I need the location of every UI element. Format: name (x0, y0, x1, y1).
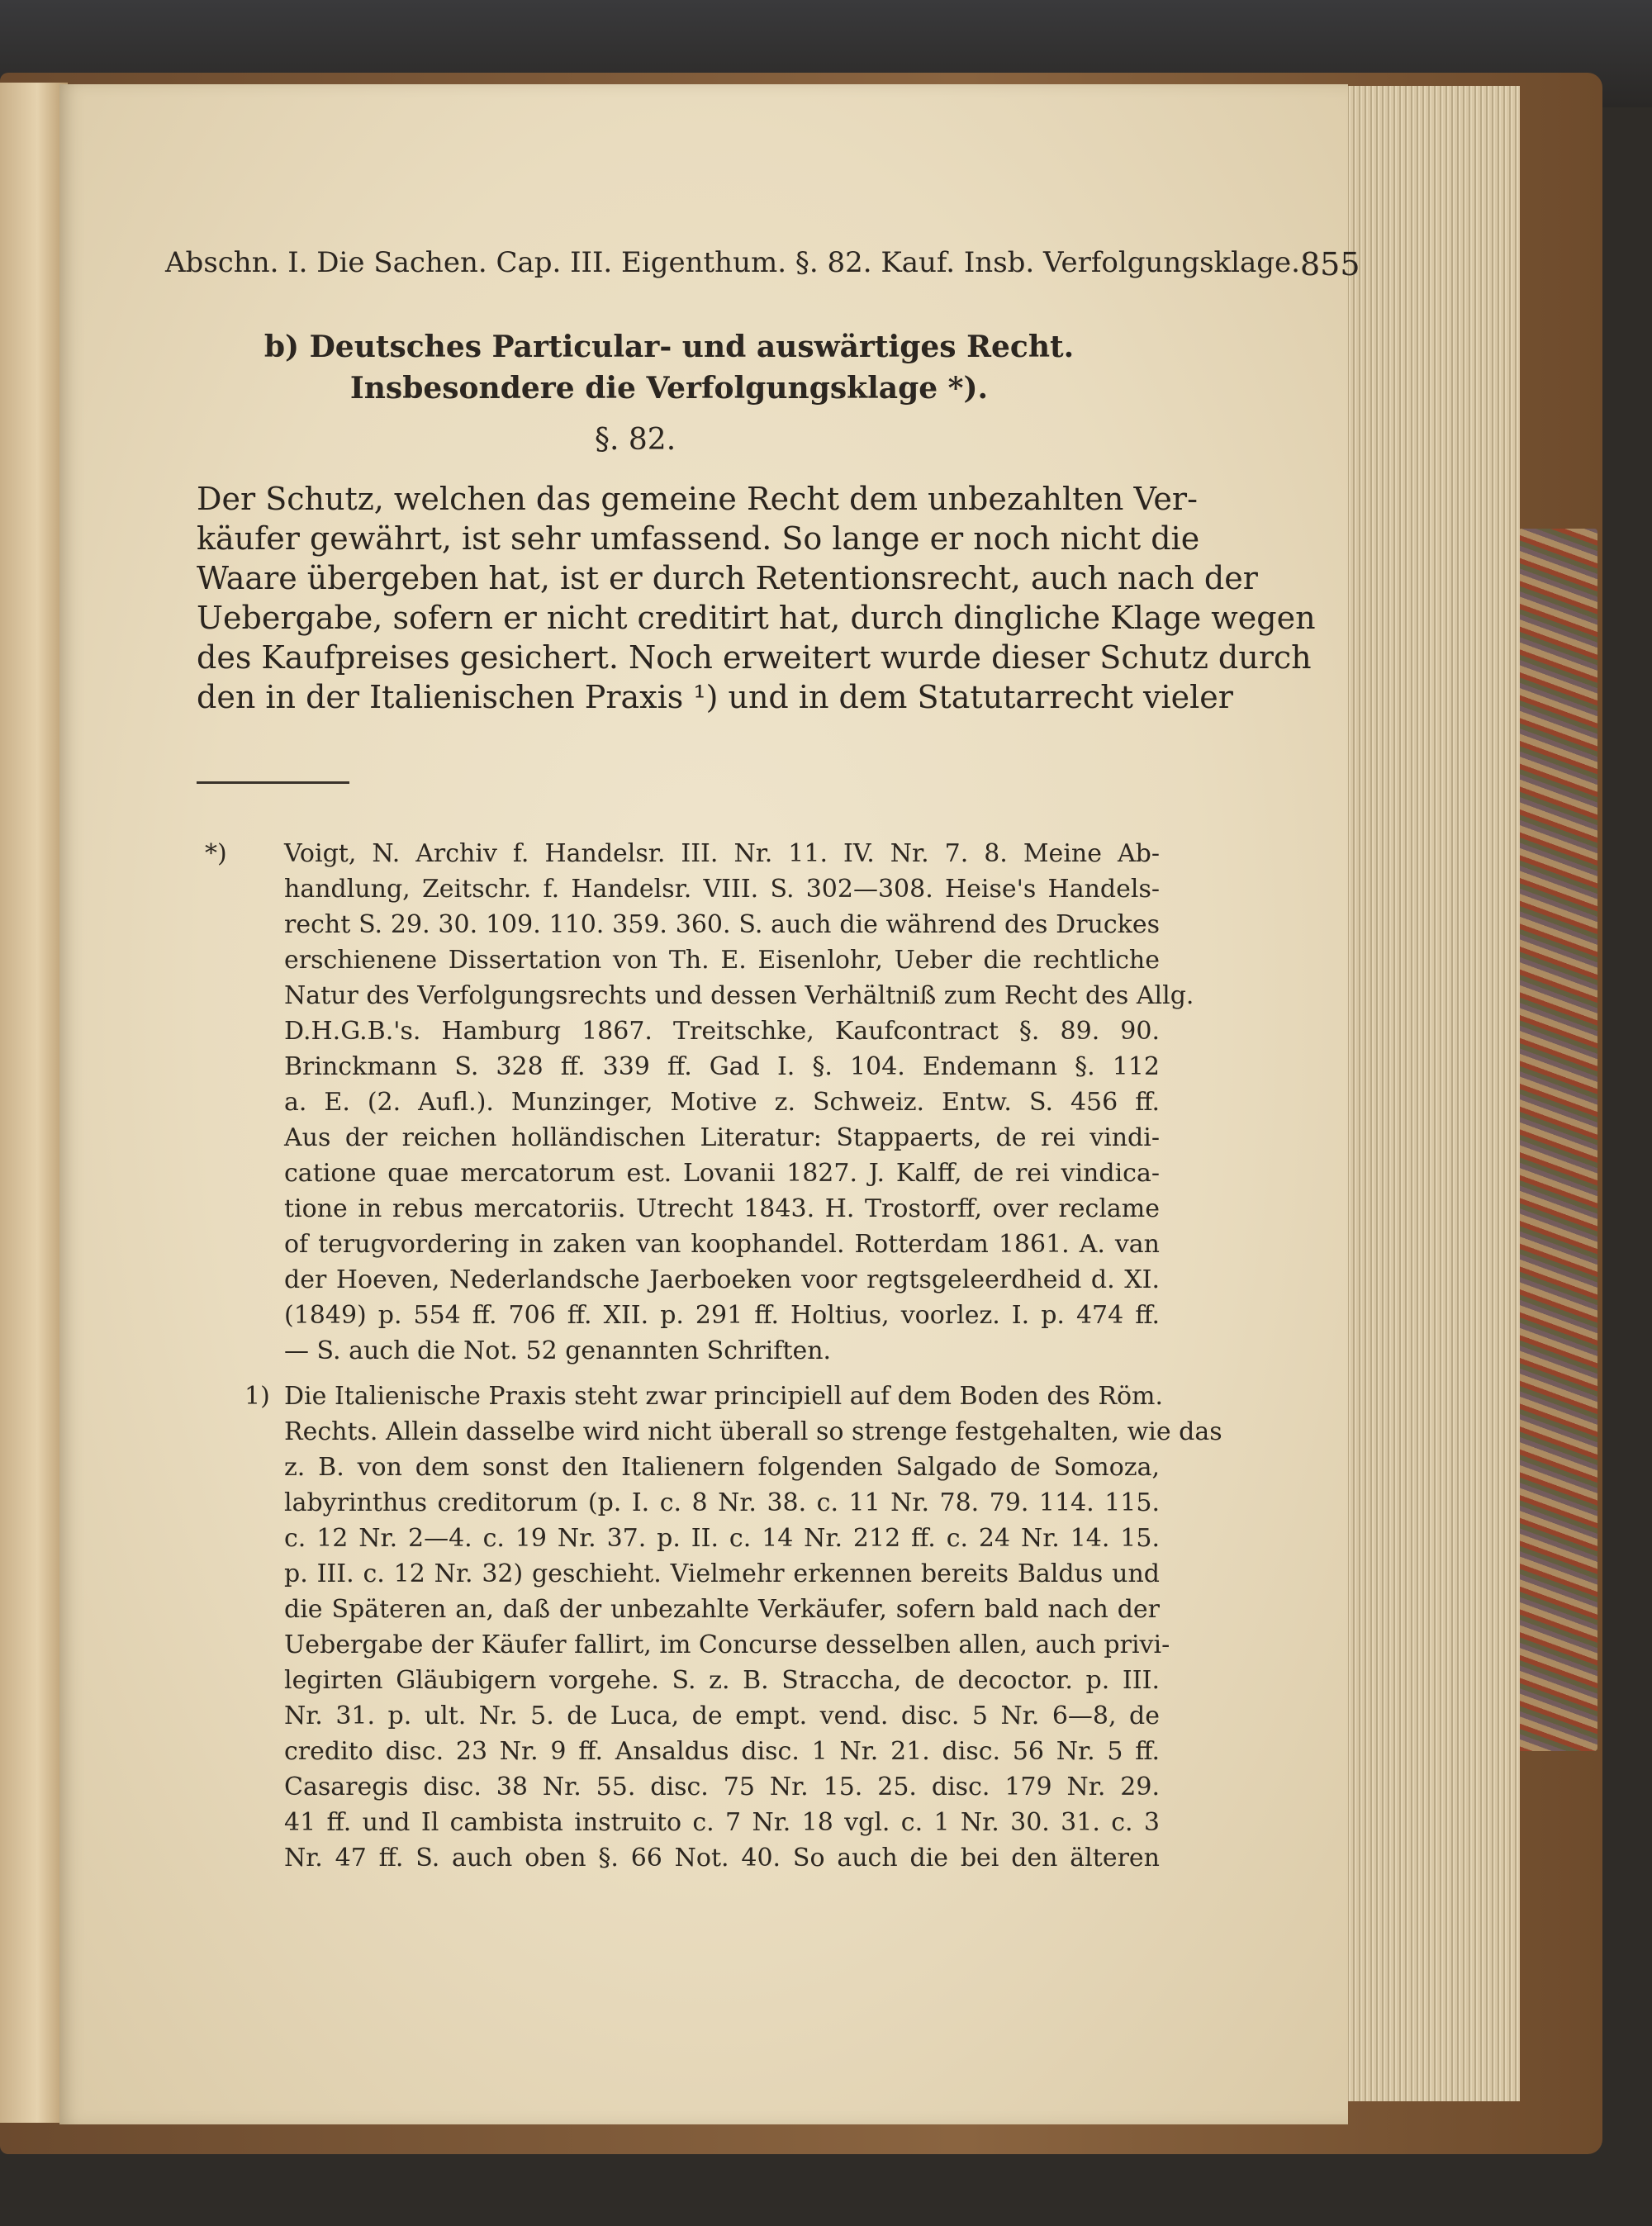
footnote-line: labyrinthus creditorum (p. I. c. 8 Nr. 38. c. 11 Nr. 78. 79. 114. 115. (284, 1488, 1160, 1517)
footnote-line: Aus der reichen holländischen Literatur: Stappaerts, de rei vindi- (284, 1123, 1160, 1152)
footnote-line: Voigt, N. Archiv f. Handelsr. III. Nr. 11. IV. Nr. 7. 8. Meine Ab- (284, 839, 1160, 868)
footnote-line: z. B. von dem sonst den Italienern folgenden Salgado de Somoza, (284, 1453, 1160, 1482)
section-number: §. 82. (595, 423, 676, 457)
footnote-marker: 1) (244, 1382, 270, 1411)
running-head-title: Abschn. I. Die Sachen. Cap. III. Eigenthum. §. 82. Kauf. Insb. Verfolgungsklage. (165, 246, 1300, 279)
footnote-line: Nr. 47 ff. S. auch oben §. 66 Not. 40. So auch die bei den älteren (284, 1844, 1160, 1872)
page-block-edges (1322, 86, 1520, 2101)
body-line: käufer gewährt, ist sehr umfassend. So lange er noch nicht die (197, 520, 1200, 557)
running-head (165, 246, 1360, 282)
footnote-line: handlung, Zeitschr. f. Handelsr. VIII. S. 302—308. Heise's Handels- (284, 875, 1160, 904)
footnote-line: — S. auch die Not. 52 genannten Schriften. (284, 1336, 832, 1365)
left-page-edge (0, 83, 68, 2123)
footnote-line: c. 12 Nr. 2—4. c. 19 Nr. 37. p. II. c. 14 Nr. 212 ff. c. 24 Nr. 14. 15. (284, 1524, 1160, 1553)
footnote-line: Die Italienische Praxis steht zwar principiell auf dem Boden des Röm. (284, 1382, 1163, 1411)
footnote-line: legirten Gläubigern vorgehe. S. z. B. Straccha, de decoctor. p. III. (284, 1666, 1160, 1695)
footnote-line: der Hoeven, Nederlandsche Jaerboeken voor regtsgeleerdheid d. XI. (284, 1265, 1160, 1294)
footnote-line: a. E. (2. Aufl.). Munzinger, Motive z. Schweiz. Entw. S. 456 ff. (284, 1088, 1160, 1117)
footnote-rule (197, 781, 349, 784)
body-line: Waare übergeben hat, ist er durch Retentionsrecht, auch nach der (197, 560, 1258, 596)
body-line: des Kaufpreises gesichert. Noch erweitert wurde dieser Schutz durch (197, 639, 1312, 676)
footnote-line: die Späteren an, daß der unbezahlte Verkäufer, sofern bald nach der (284, 1595, 1160, 1624)
page-number: 855 (1299, 246, 1360, 282)
footnote-line: Natur des Verfolgungsrechts und dessen Verhältniß zum Recht des Allg. (284, 981, 1194, 1010)
footnote-line: of terugvordering in zaken van koophandel. Rotterdam 1861. A. van (284, 1230, 1160, 1259)
footnote-line: 41 ff. und Il cambista instruito c. 7 Nr. 18 vgl. c. 1 Nr. 30. 31. c. 3 (284, 1808, 1160, 1837)
footnote-line: tione in rebus mercatoriis. Utrecht 1843. H. Trostorff, over reclame (284, 1194, 1160, 1223)
footnote-line: credito disc. 23 Nr. 9 ff. Ansaldus disc. 1 Nr. 21. disc. 56 Nr. 5 ff. (284, 1737, 1160, 1766)
section-heading: b) Deutsches Particular- und auswärtiges Recht. Insbesondere die Verfolgungsklage *). (263, 330, 1075, 406)
body-line: Uebergabe, sofern er nicht creditirt hat, durch dingliche Klage wegen (197, 600, 1316, 636)
body-line: den in der Italienischen Praxis ¹) und in dem Statutarrecht vieler (197, 679, 1233, 715)
body-line: Der Schutz, welchen das gemeine Recht dem unbezahlten Ver- (197, 481, 1198, 517)
footnote-line: Nr. 31. p. ult. Nr. 5. de Luca, de empt. vend. disc. 5 Nr. 6—8, de (284, 1702, 1160, 1730)
footnote-marker: *) (205, 839, 227, 868)
footnote-line: p. III. c. 12 Nr. 32) geschieht. Vielmehr erkennen bereits Baldus und (284, 1559, 1160, 1588)
footnote-line: D.H.G.B.'s. Hamburg 1867. Treitschke, Kaufcontract §. 89. 90. (284, 1017, 1160, 1046)
marbled-edge (1518, 529, 1597, 1751)
footnote-line: Uebergabe der Käufer fallirt, im Concurse desselben allen, auch privi- (284, 1630, 1170, 1659)
footnote-line: catione quae mercatorum est. Lovanii 1827. J. Kalff, de rei vindica- (284, 1159, 1160, 1188)
footnote-line: recht S. 29. 30. 109. 110. 359. 360. S. auch die während des Druckes (284, 910, 1160, 939)
footnote-line: Brinckmann S. 328 ff. 339 ff. Gad I. §. 104. Endemann §. 112 (284, 1052, 1160, 1081)
footnote-line: Rechts. Allein dasselbe wird nicht überall so strenge festgehalten, wie das (284, 1417, 1222, 1446)
footnote-line: (1849) p. 554 ff. 706 ff. XII. p. 291 ff. Holtius, voorlez. I. p. 474 ff. (284, 1301, 1160, 1330)
footnote-line: Casaregis disc. 38 Nr. 55. disc. 75 Nr. 15. 25. disc. 179 Nr. 29. (284, 1773, 1160, 1801)
footnote-line: erschienene Dissertation von Th. E. Eisenlohr, Ueber die rechtliche (284, 946, 1160, 975)
